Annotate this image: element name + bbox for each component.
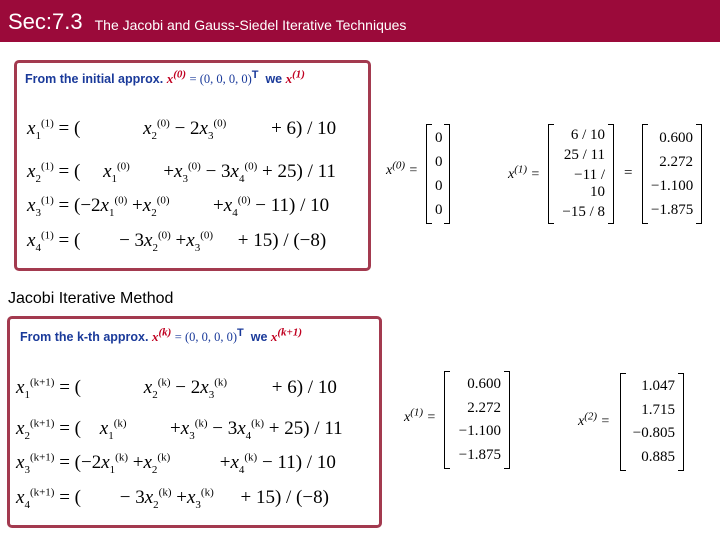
x1b-value: 0.600 — [467, 376, 501, 393]
box1-eq-3: $x_3^{(1)} = (-2x_1^{(0)} +x_2^{(0)} +x_4^{(0)} - 11) / 10$ — [27, 194, 330, 219]
x1-equals: = — [624, 165, 633, 181]
x1-decimal-value: 2.272 — [659, 153, 693, 170]
x2-label: $x^{(2)}$ = — [578, 410, 610, 429]
x0-vector — [426, 124, 450, 224]
x0-value: 0 — [435, 177, 443, 194]
x1b-value: 2.272 — [467, 399, 501, 416]
x1-decimal-value: 0.600 — [659, 129, 693, 146]
x1-fraction-value: 6 / 10 — [570, 127, 605, 144]
box2-header — [20, 326, 302, 345]
x1b-value: −1.875 — [458, 446, 501, 463]
x1-label: $x^{(1)}$ = — [508, 163, 540, 182]
x0-value: 0 — [435, 201, 443, 218]
x1b-label: $x^{(1)}$ = — [404, 406, 436, 425]
box1-header-text: From the initial approx. — [25, 72, 164, 86]
x0-label: $x^{(0)}$ = — [386, 159, 418, 178]
title-bar — [0, 0, 720, 42]
box1-eq-2: $x_2^{(1)}$ = ( $x_1^{(0)} +x_3^{(0)} - 3x_4^{(0)} + 25) / 11$ — [27, 160, 336, 185]
x1-fraction-vector — [548, 124, 614, 224]
x2-value: −0.805 — [632, 425, 675, 442]
x0-value: 0 — [435, 129, 443, 146]
box1-vecval: = (0, 0, 0, 0) — [189, 72, 252, 86]
box1-eq-4: $x_4^{(1)}$ = ( − $3x_2^{(0)} +x_3^{(0)} + 15) / (-8)$ — [27, 229, 327, 254]
x1-decimal-value: −1.875 — [651, 201, 694, 218]
box1-vec2: $x^{(1)}$ — [285, 68, 305, 86]
box2-vec2: $x^{(k+1)}$ — [270, 326, 302, 344]
box2-eq-4: $x_4^{(k+1)}$ = ( − $3x_2^{(k)} +x_3^{(k)} + 15) / (-8)$ — [16, 486, 329, 511]
kth-approx-box — [7, 316, 382, 528]
box2-vec: $x^{(k)}$ — [151, 326, 172, 344]
x2-value: 1.715 — [641, 401, 675, 418]
box1-eq-1: $x_1^{(1)}$ = ( $x_2^{(0)} - 2x_3^{(0)} + 6) / 10$ — [27, 117, 337, 142]
section-title: The Jacobi and Gauss-Siedel Iterative Techniques — [94, 17, 407, 33]
initial-approx-box — [14, 60, 371, 271]
x1b-vector — [444, 371, 510, 469]
box2-we: we — [250, 330, 268, 344]
box2-eq-1: $x_1^{(k+1)}$ = ( $x_2^{(k)} - 2x_3^{(k)} + 6) / 10$ — [16, 376, 337, 401]
box1-T: T — [251, 68, 259, 81]
box2-eq-2: $x_2^{(k+1)}$ = ( $x_1^{(k)} +x_3^{(k)} - 3x_4^{(k)} + 25) / 11$ — [16, 417, 343, 442]
jacobi-heading: Jacobi Iterative Method — [8, 290, 174, 307]
x1-decimal-vector — [642, 124, 702, 224]
x2-vector — [620, 373, 684, 471]
box1-we: we — [265, 72, 283, 86]
box2-vecval: = (0, 0, 0, 0) — [174, 330, 238, 344]
box1-vec: $x^{(0)}$ — [166, 68, 187, 86]
x1b-value: −1.100 — [458, 423, 501, 440]
x1-fraction-value: −15 / 8 — [562, 203, 605, 220]
box1-header — [25, 68, 305, 87]
x1-fraction-value: −11 / 10 — [574, 166, 605, 200]
x2-value: 0.885 — [641, 448, 675, 465]
x2-value: 1.047 — [641, 378, 675, 395]
box2-T: T — [237, 326, 244, 339]
x1-fraction-value: 25 / 11 — [563, 147, 605, 164]
box2-header-text: From the k-th approx. — [20, 330, 149, 344]
box2-eq-3: $x_3^{(k+1)} = (-2x_1^{(k)} +x_2^{(k)} +x_4^{(k)} - 11) / 10$ — [16, 451, 336, 476]
section-label: Sec:7.3 — [8, 9, 83, 34]
x1-decimal-value: −1.100 — [651, 177, 694, 194]
x0-value: 0 — [435, 153, 443, 170]
